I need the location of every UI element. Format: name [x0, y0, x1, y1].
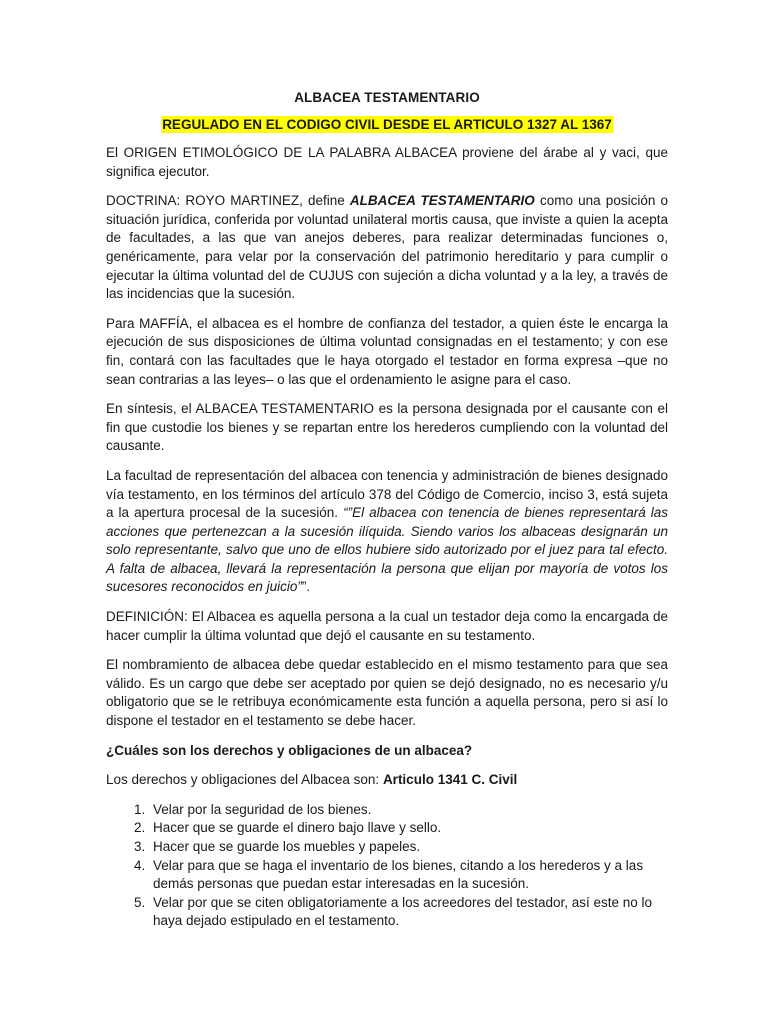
list-item: 2. Hacer que se guarde el dinero bajo llave y sello.	[149, 819, 668, 838]
paragraph-maffia: Para MAFFÍA, el albacea es el hombre de confianza del testador, a quien éste le encarga la ejecución de sus disposiciones de última voluntad consignadas en el testamento; y con ese fin, contará con las facultades que le haya otorgado el testador en forma expresa –que no sean contrarias a las leyes– o las que el ordenamiento le asigne para el caso.	[106, 315, 668, 387]
rights-intro-text: Los derechos y obligaciones del Albacea son:	[106, 772, 383, 788]
list-item: 5. Velar por que se citen obligatoriamente a los acreedores del testador, así este no lo haya dejado estipulado en el testamento.	[149, 894, 668, 931]
paragraph-definition: DEFINICIÓN: El Albacea es aquella persona a la cual un testador deja como la encargada de hacer cumplir la última voluntad que dejó el causante en su testamento.	[106, 609, 668, 643]
rights-article-ref: Articulo 1341 C. Civil	[382, 772, 518, 788]
section-question: ¿Cuáles son los derechos y obligaciones de un albacea?	[106, 742, 473, 758]
doctrine-lead: DOCTRINA: ROYO MARTINEZ, define	[106, 193, 350, 209]
list-item: 3. Hacer que se guarde los muebles y papeles.	[149, 838, 668, 857]
highlighted-subtitle: REGULADO EN EL CODIGO CIVIL DESDE EL ARTICULO 1327 AL 1367	[162, 117, 612, 132]
paragraph-synthesis: En síntesis, el ALBACEA TESTAMENTARIO es la persona designada por el causante con el fin que custodie los bienes y se repartan entre los herederos cumpliendo con la voluntad del causante.	[106, 401, 668, 454]
list-item: 4. Velar para que se haga el inventario de los bienes, citando a los herederos y a las demás personas que puedan estar interesadas en la sucesión.	[149, 857, 668, 894]
document-subtitle	[106, 117, 668, 132]
paragraph-rights-intro	[106, 771, 668, 790]
paragraph-appointment: El nombramiento de albacea debe quedar establecido en el mismo testamento para que sea válido. Es un cargo que debe ser aceptado por quien se dejó designado, no es necesario y/u obligatorio que se le retribuya económicamente esta función a aquella persona, pero si así lo dispone el testador en el testamento se debe hacer.	[106, 657, 668, 729]
representation-end: ”.	[301, 579, 311, 595]
paragraph-doctrine	[106, 192, 668, 304]
doctrine-term: ALBACEA TESTAMENTARIO	[349, 193, 535, 209]
representation-lead: La facultad de representación del albacea con tenencia y administración de bienes designado vía testamento, en los términos del artículo 378 del Código de Comercio, inciso 3, está sujeta a la apertura procesal de la sucesión.	[106, 467, 668, 521]
paragraph-representation	[106, 467, 668, 597]
representation-quote: “”El albacea con tenencia de bienes representará las acciones que pertenezcan a la sucesión ilíquida. Siendo varios los albaceas designarán un solo representante, salvo que uno de ellos hubiere sido autorizado por el juez para tal efecto. A falta de albacea, llevará la representación la persona que elijan por mayoría de votos los sucesores reconocidos en juicio”	[106, 505, 668, 595]
list-item: 1. Velar por la seguridad de los bienes.	[149, 801, 668, 820]
document-title: ALBACEA TESTAMENTARIO	[294, 90, 480, 105]
doctrine-body: como una posición o situación jurídica, conferida por voluntad unilateral mortis causa, que inviste a quien la acepta de facultades, a las que van anejos deberes, para realizar determinadas funciones o, genéricamente, para velar por la conservación del patrimonio hereditario y para cumplir o ejecutar la última voluntad del de CUJUS con sujeción a dicha voluntad y a la ley, a través de las incidencias que la sucesión.	[106, 193, 669, 302]
paragraph-origin: El ORIGEN ETIMOLÓGICO DE LA PALABRA ALBACEA proviene del árabe al y vaci, que significa ejecutor.	[106, 145, 668, 179]
obligations-list	[106, 801, 668, 931]
